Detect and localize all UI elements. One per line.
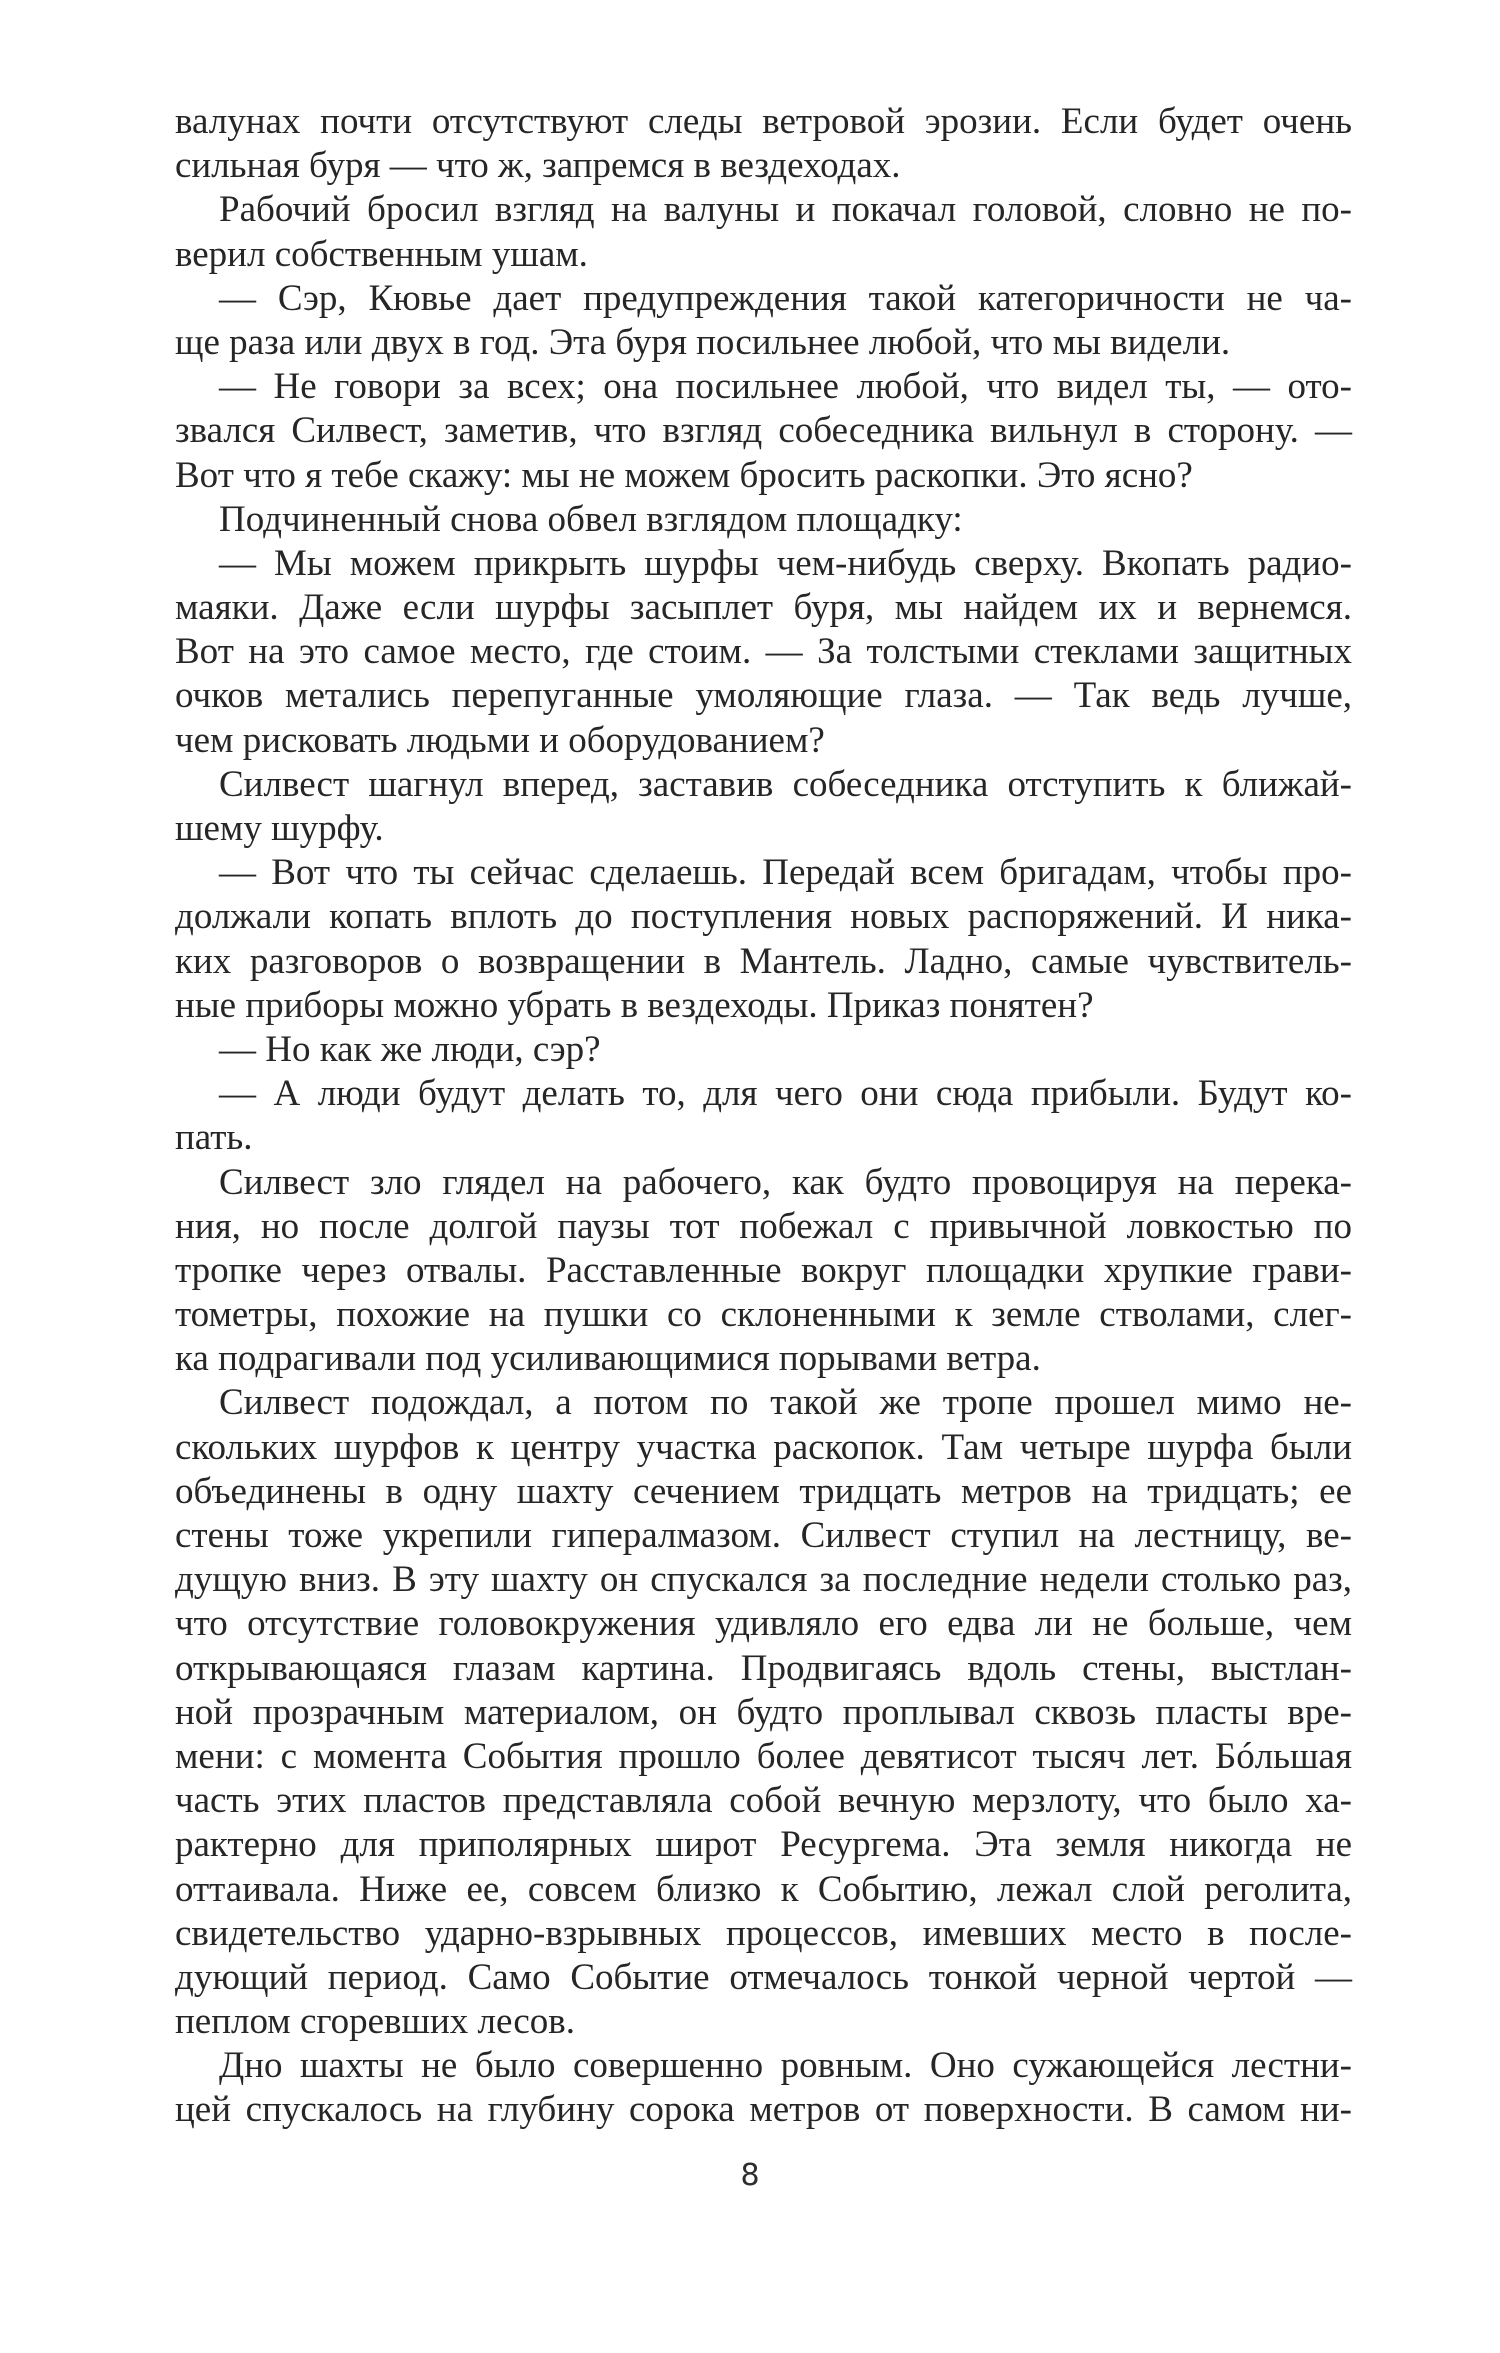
text-line: маяки. Даже если шурфы засыплет буря, мы найдем их и вернемся. — [175, 587, 1352, 629]
text-line: ка подрагивали под усиливающимися порывами ветра. — [175, 1338, 1041, 1380]
text-line: объединены в одну шахту сечением тридцать метров на тридцать; ее — [175, 1470, 1352, 1512]
paragraph-first-line: — Мы можем прикрыть шурфы чем-нибудь сверху. Вкопать радио- — [219, 542, 1352, 584]
paragraph-first-line: — А люди будут делать то, для чего они сюда прибыли. Будут ко- — [219, 1073, 1352, 1115]
text-line: скольких шурфов к центру участка раскопок. Там четыре шурфа были — [175, 1426, 1352, 1468]
text-line: ких разговоров о возвращении в Мантель. Ладно, самые чувствитель- — [175, 940, 1352, 982]
paragraph-first-line: — Сэр, Кювье дает предупреждения такой категоричности не ча- — [219, 277, 1352, 319]
text-line: дующий период. Само Событие отмечалось тонкой черной чертой — — [175, 1956, 1352, 1998]
text-line: открывающаяся глазам картина. Продвигаясь вдоль стены, выстлан- — [175, 1647, 1352, 1689]
text-line: мени: с момента События прошло более девятисот тысяч лет. Бóльшая — [175, 1735, 1352, 1777]
text-line: часть этих пластов представляла собой вечную мерзлоту, что было ха- — [175, 1780, 1352, 1822]
text-line: что отсутствие головокружения удивляло его едва ли не больше, чем — [175, 1603, 1352, 1645]
paragraph-first-line: — Вот что ты сейчас сделаешь. Передай всем бригадам, чтобы про- — [219, 852, 1352, 894]
text-line: Вот что я тебе скажу: мы не можем бросить раскопки. Это ясно? — [175, 454, 1193, 496]
text-line: рактерно для приполярных широт Ресургема. Эта земля никогда не — [175, 1824, 1352, 1866]
text-line: чем рисковать людьми и оборудованием? — [175, 719, 825, 761]
text-line: дущую вниз. В эту шахту он спускался за последние недели столько раз, — [175, 1559, 1352, 1601]
text-line: ще раза или двух в год. Эта буря посильнее любой, что мы видели. — [175, 321, 1231, 363]
paragraph-first-line: Подчиненный снова обвел взглядом площадку: — [219, 498, 963, 540]
text-line: цей спускалось на глубину сорока метров от поверхности. В самом ни- — [175, 2089, 1352, 2131]
text-line: тропке через отвалы. Расставленные вокруг площадки хрупкие грави- — [175, 1249, 1352, 1291]
text-line: верил собственным ушам. — [175, 233, 588, 275]
paragraph-first-line: — Не говори за всех; она посильнее любой, что видел ты, — ото- — [219, 366, 1352, 408]
text-line: тометры, похожие на пушки со склоненными к земле стволами, слег- — [175, 1294, 1352, 1336]
paragraph-first-line: Силвест подождал, а потом по такой же тропе прошел мимо не- — [219, 1382, 1352, 1424]
text-line: должали копать вплоть до поступления новых распоряжений. И ника- — [175, 896, 1352, 938]
text-line: Вот на это самое место, где стоим. — За толстыми стеклами защитных — [175, 631, 1352, 673]
text-line: стены тоже укрепили гипералмазом. Силвест ступил на лестницу, ве- — [175, 1515, 1352, 1556]
text-line: шему шурфу. — [175, 808, 384, 849]
text-line: сильная буря — что ж, запремся в вездеходах. — [175, 145, 901, 187]
text-line: очков метались перепуганные умоляющие глаза. — Так ведь лучше, — [175, 675, 1352, 717]
paragraph-first-line: Силвест зло глядел на рабочего, как будто провоцируя на перека- — [219, 1161, 1352, 1203]
text-line: оттаивала. Ниже ее, совсем близко к Событию, лежал слой реголита, — [175, 1868, 1352, 1910]
text-line: пать. — [175, 1117, 253, 1159]
text-line: звался Силвест, заметив, что взгляд собеседника вильнул в сторону. — — [175, 410, 1352, 452]
text-line: ные приборы можно убрать в вездеходы. Приказ понятен? — [175, 984, 1094, 1026]
text-line: ния, но после долгой паузы тот побежал с привычной ловкостью по — [175, 1205, 1352, 1247]
paragraph-first-line: — Но как же люди, сэр? — [219, 1028, 601, 1070]
paragraph-first-line: Рабочий бросил взгляд на валуны и покачал головой, словно не по- — [219, 189, 1352, 231]
text-line: валунах почти отсутствуют следы ветровой эрозии. Если будет очень — [175, 101, 1352, 142]
text-line: пеплом сгоревших лесов. — [175, 2001, 576, 2043]
paragraph-first-line: Силвест шагнул вперед, заставив собеседника отступить к ближай- — [219, 763, 1352, 805]
text-line: свидетельство ударно-взрывных процессов, имевших место в после- — [175, 1912, 1352, 1954]
paragraph-first-line: Дно шахты не было совершенно ровным. Оно сужающейся лестни- — [219, 2045, 1352, 2087]
book-page-body — [175, 100, 1352, 2133]
page-number: 8 — [740, 2158, 760, 2193]
text-line: ной прозрачным материалом, он будто проплывал сквозь пласты вре- — [175, 1691, 1352, 1733]
